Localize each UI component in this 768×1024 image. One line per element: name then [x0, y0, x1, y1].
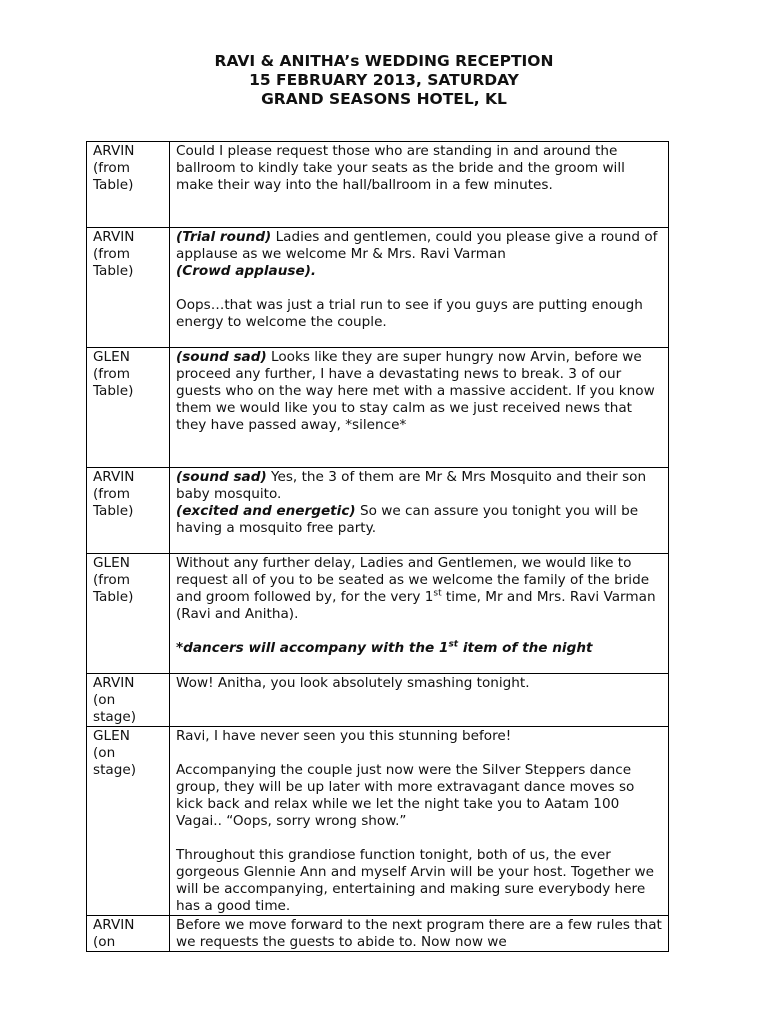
- dialogue-text: Wow! Anitha, you look absolutely smashing tonight.: [176, 675, 530, 691]
- stage-cue: (sound sad): [176, 349, 267, 365]
- dialogue-text: Ravi, I have never seen you this stunning before!: [176, 728, 512, 744]
- speaker-cell: ARVIN (from Table): [87, 468, 170, 554]
- dialogue-cell: [170, 142, 669, 228]
- dialogue-cell: [170, 228, 669, 348]
- table-row: [87, 228, 669, 348]
- stage-cue: (Crowd applause).: [176, 263, 317, 279]
- event-venue: GRAND SEASONS HOTEL, KL: [261, 90, 507, 108]
- table-row: [87, 554, 669, 674]
- speaker-cell: ARVIN (from Table): [87, 228, 170, 348]
- table-row: [87, 348, 669, 468]
- dialogue-text: Accompanying the couple just now were the Silver Steppers dance group, they will be up later with more extravagant dance moves so kick back and relax while we let the night take you to Aatam 100 Vagai.. “Oops, sorry wrong show.”: [176, 762, 635, 829]
- dialogue-text: (Trial round) Ladies and gentlemen, could you please give a round of applause as we welcome Mr & Mrs. Ravi Varman: [176, 229, 658, 262]
- stage-cue: (sound sad): [176, 469, 267, 485]
- speaker-cell: ARVIN (from Table): [87, 142, 170, 228]
- event-date: 15 FEBRUARY 2013, SATURDAY: [249, 71, 519, 89]
- document-header: [0, 52, 768, 109]
- speaker-cell: GLEN (from Table): [87, 348, 170, 468]
- event-title: RAVI & ANITHA’s WEDDING RECEPTION: [214, 52, 554, 70]
- dialogue-cell: [170, 727, 669, 916]
- dialogue-text: Throughout this grandiose function tonight, both of us, the ever gorgeous Glennie Ann and myself Arvin will be your host. Together we will be accompanying, entertaining and making sure everybody here has a good time.: [176, 847, 654, 914]
- dialogue-text: (sound sad) Yes, the 3 of them are Mr & Mrs Mosquito and their son baby mosquito.: [176, 469, 647, 502]
- stage-cue: (Trial round): [176, 229, 272, 245]
- script-table: [86, 141, 669, 952]
- dialogue-cell: [170, 348, 669, 468]
- speaker-cell: GLEN (on stage): [87, 727, 170, 916]
- table-row: [87, 468, 669, 554]
- dialogue-text: Without any further delay, Ladies and Gentlemen, we would like to request all of you to be seated as we welcome the family of the bride and groom followed by, for the very 1st time, Mr and Mrs. Ravi Varman (Ravi and Anitha).: [176, 555, 656, 622]
- dialogue-cell: [170, 916, 669, 952]
- dialogue-text: Could I please request those who are standing in and around the ballroom to kindly take your seats as the bride and the groom will make their way into the hall/ballroom in a few minutes.: [176, 143, 625, 193]
- speaker-cell: ARVIN (on: [87, 916, 170, 952]
- stage-cue: (excited and energetic): [176, 503, 356, 519]
- stage-note: *dancers will accompany with the 1st item of the night: [176, 639, 593, 656]
- dialogue-text: (excited and energetic) So we can assure you tonight you will be having a mosquito free party.: [176, 503, 639, 536]
- speaker-cell: ARVIN (on stage): [87, 674, 170, 727]
- dialogue-cell: [170, 468, 669, 554]
- dialogue-text: (sound sad) Looks like they are super hungry now Arvin, before we proceed any further, I have a devastating news to break. 3 of our guests who on the way here met with a massive accident. If you know them we would like you to stay calm as we just received news that they have passed away, *silence*: [176, 349, 655, 433]
- dialogue-text: Before we move forward to the next program there are a few rules that we requests the guests to abide to. Now now we: [176, 917, 662, 950]
- table-row: [87, 674, 669, 727]
- dialogue-text: Oops…that was just a trial run to see if you guys are putting enough energy to welcome the couple.: [176, 297, 643, 330]
- dialogue-cell: [170, 674, 669, 727]
- table-row: [87, 916, 669, 952]
- dialogue-cell: [170, 554, 669, 674]
- table-row: [87, 142, 669, 228]
- speaker-cell: GLEN (from Table): [87, 554, 170, 674]
- table-row: [87, 727, 669, 916]
